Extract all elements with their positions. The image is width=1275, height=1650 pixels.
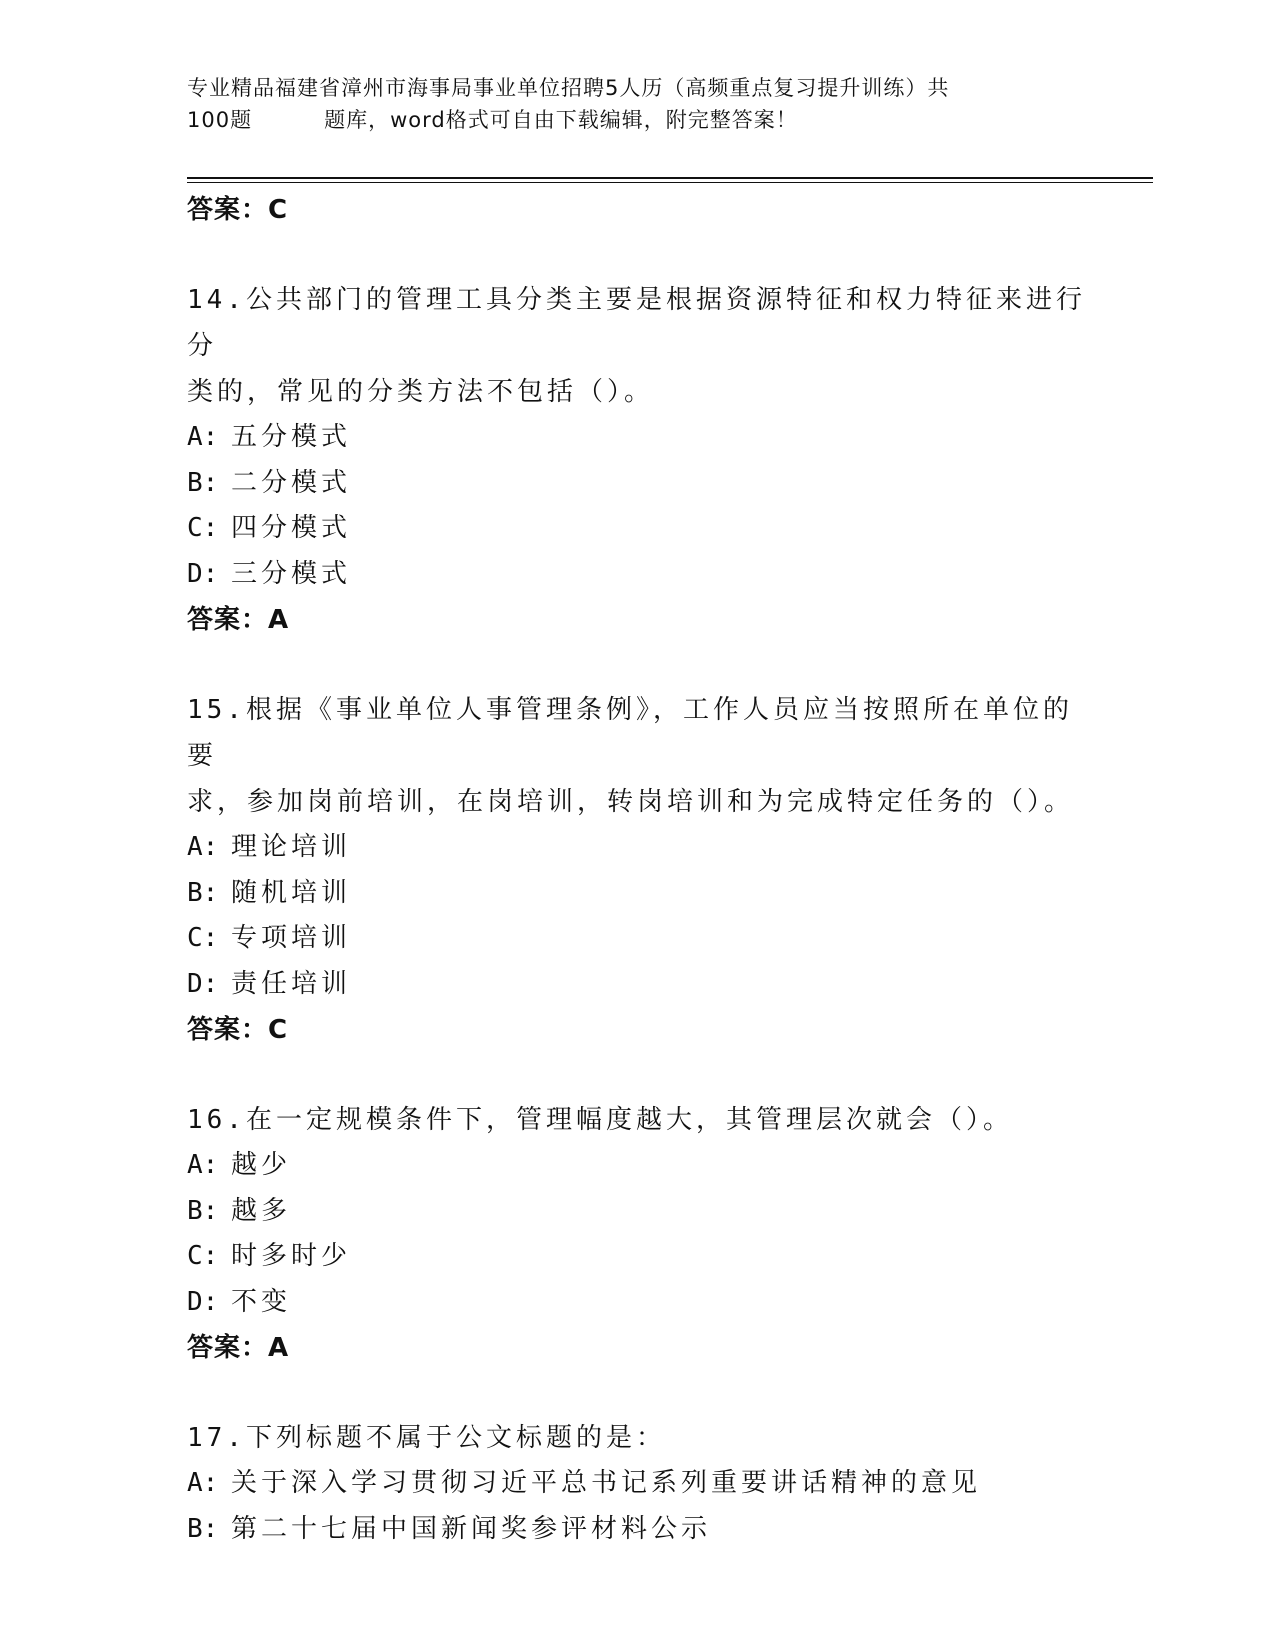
question-14 — [187, 277, 1087, 643]
question-text: 16.在一定规模条件下，管理幅度越大，其管理层次就会（）。 — [187, 1105, 1013, 1135]
option-a: A: 越少 — [187, 1150, 292, 1180]
header-line-1: 专业精品福建省漳州市海事局事业单位招聘5人历（高频重点复习提升训练）共 — [187, 76, 950, 100]
header-count: 100题 — [187, 108, 253, 132]
answer: 答案：A — [187, 1333, 290, 1363]
question-15 — [187, 687, 1087, 1053]
document-header — [187, 72, 1087, 136]
option-a: A: 关于深入学习贯彻习近平总书记系列重要讲话精神的意见 — [187, 1468, 982, 1498]
header-divider-thin — [187, 182, 1153, 183]
option-d: D: 三分模式 — [187, 558, 352, 589]
header-line-2 — [187, 104, 1087, 136]
question-text: 14.公共部门的管理工具分类主要是根据资源特征和权力特征来进行分 类的，常见的分类方法不包括（）。 — [187, 285, 1086, 407]
option-b: B: 二分模式 — [187, 467, 352, 498]
option-a: A: 五分模式 — [187, 422, 352, 452]
answer: 答案：A — [187, 605, 290, 635]
question-17 — [187, 1415, 1087, 1552]
option-c: C: 四分模式 — [187, 513, 352, 543]
answer: 答案：C — [187, 1015, 289, 1045]
option-d: D: 责任培训 — [187, 968, 352, 999]
header-divider-thick — [187, 177, 1153, 179]
question-text: 15.根据《事业单位人事管理条例》，工作人员应当按照所在单位的要 求，参加岗前培训，在岗培训，转岗培训和为完成特定任务的（）。 — [187, 695, 1075, 817]
option-b: B: 第二十七届中国新闻奖参评材料公示 — [187, 1513, 712, 1544]
question-16 — [187, 1097, 1087, 1371]
option-c: C: 专项培训 — [187, 923, 352, 953]
answer-prev: 答案：C — [187, 195, 289, 225]
option-c: C: 时多时少 — [187, 1241, 352, 1271]
option-b: B: 越多 — [187, 1195, 292, 1226]
document-body — [187, 187, 1087, 1552]
option-b: B: 随机培训 — [187, 877, 352, 908]
option-d: D: 不变 — [187, 1286, 292, 1317]
header-description: 题库，word格式可自由下载编辑，附完整答案！ — [324, 108, 798, 132]
question-text: 17.下列标题不属于公文标题的是： — [187, 1423, 666, 1453]
option-a: A: 理论培训 — [187, 832, 352, 862]
